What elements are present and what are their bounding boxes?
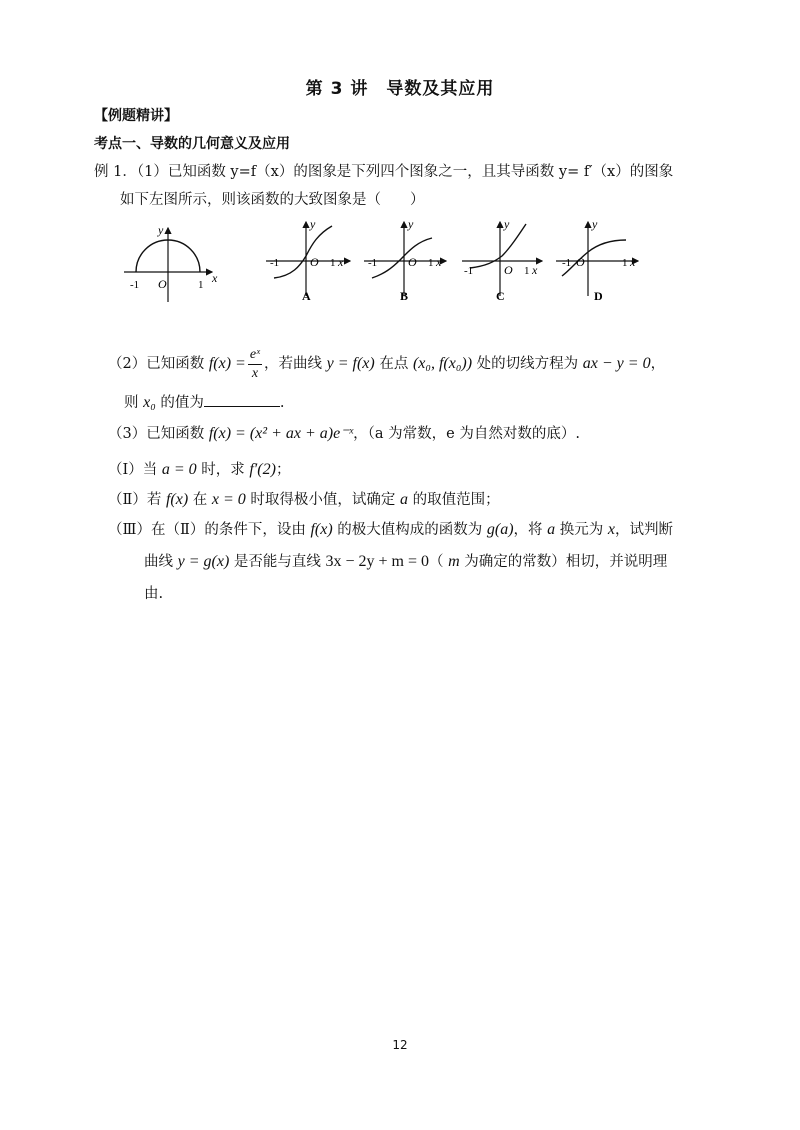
tangent-equation: ax − y = 0 (582, 355, 651, 372)
text-segment: 时取得极小值，试确定 (245, 492, 401, 508)
line-equation: 3x − 2y + m = 0 (325, 553, 429, 570)
option-a-label: A (302, 289, 311, 303)
y-label: y (310, 217, 316, 231)
m-symbol: m (448, 553, 460, 570)
one-label: 1 (198, 279, 204, 291)
a-symbol: a (400, 491, 409, 508)
option-b-label: B (400, 289, 409, 303)
example-label: 例 1． (94, 164, 137, 180)
text-segment: ， (650, 356, 666, 372)
curve (274, 226, 332, 278)
text-segment: ； (275, 462, 291, 478)
option-c-label: C (496, 289, 505, 303)
page-number: 12 (392, 1038, 408, 1052)
option-d-graph (556, 217, 638, 303)
origin-label: O (576, 255, 585, 269)
text-segment: 处的切线方程为 (472, 356, 583, 372)
x-label: x (436, 255, 442, 269)
option-a-graph (266, 217, 350, 303)
text-segment: （Ⅰ）当 (108, 462, 162, 478)
text-segment: 在 (188, 492, 212, 508)
neg-one-label: -1 (562, 257, 572, 269)
derivative-graph (124, 223, 218, 302)
text-segment: 则 (124, 395, 144, 411)
question-ii-line (108, 490, 500, 510)
text-segment: 在点 (374, 356, 413, 372)
a-symbol: a (547, 521, 556, 538)
x-label: x (532, 263, 538, 277)
point-expression: (x₀, f(x₀)) (412, 355, 473, 372)
y-label: y (408, 217, 414, 231)
derivative-expression: f′(2) (249, 461, 276, 478)
g-of-a: g(a) (486, 521, 514, 538)
function-symbol: f(x) (165, 491, 189, 508)
neg-one-label: -1 (130, 279, 140, 291)
function-symbol: f(x) (310, 521, 333, 538)
text-segment: （Ⅲ）在（Ⅱ）的条件下，设由 (108, 522, 311, 538)
text-segment: . (279, 395, 285, 411)
problem-2-line-1 (108, 344, 665, 384)
curve-expression: y = f(x) (326, 355, 375, 372)
text-segment: 是否能与直线 (229, 554, 326, 570)
problem-3-line (108, 424, 580, 444)
curve-expression: y = g(x) (177, 553, 230, 570)
neg-one-label: -1 (464, 265, 474, 277)
x-symbol: x (607, 521, 615, 538)
origin-label: O (504, 263, 513, 277)
y-label: y (158, 223, 164, 237)
text-segment: 换元为 (555, 522, 608, 538)
option-c-graph (462, 217, 542, 303)
origin-label: O (310, 255, 319, 269)
section-header: 【例题精讲】 (94, 108, 178, 124)
y-label: y (504, 217, 510, 231)
fraction-numerator: eˣ (248, 346, 262, 365)
question-iii-line-2 (144, 552, 667, 572)
text-segment: 为确定的常数）相切，并说明理 (459, 554, 668, 570)
text-segment: ，若曲线 (264, 356, 327, 372)
x-condition: x = 0 (211, 491, 246, 508)
curve (562, 240, 626, 276)
text-segment: 的极大值构成的函数为 (332, 522, 487, 538)
x-label: x (630, 255, 636, 269)
text-segment: ，（a 为常数，e 为自然对数的底）. (353, 426, 580, 442)
option-b-graph (364, 217, 446, 303)
text-segment: 时，求 (196, 462, 250, 478)
text-segment: （ (429, 554, 449, 570)
x0-symbol: x₀ (143, 394, 156, 411)
page-title: 第 3 讲 导数及其应用 (305, 79, 495, 99)
function-expression: f(x) = (x² + ax + a)e⁻ˣ (208, 425, 354, 442)
text-segment: ，将 (513, 522, 548, 538)
text-segment: ，试判断 (614, 522, 673, 538)
problem-1-text: （1）已知函数 y=f（x）的图象是下列四个图象之一，且其导函数 y= f′（x）的图象 (136, 164, 674, 180)
problem-2-line-2 (124, 392, 285, 413)
function-fx: f(x) = (208, 355, 246, 372)
problem-2-intro: （2）已知函数 (108, 356, 209, 372)
x-label: x (212, 271, 218, 285)
one-label: 1 (330, 257, 336, 269)
text-segment: 的值为 (155, 395, 204, 411)
text-segment: 的取值范围； (408, 492, 500, 508)
problem-1-text-line-2: 如下左图所示，则该函数的大致图象是（ ） (120, 192, 425, 208)
question-iii-line-1 (108, 520, 673, 540)
one-label: 1 (428, 257, 434, 269)
origin-label: O (158, 277, 167, 291)
x-label: x (338, 255, 344, 269)
answer-blank[interactable] (204, 392, 280, 407)
example-1-line-1 (94, 162, 673, 182)
one-label: 1 (622, 257, 628, 269)
one-label: 1 (524, 265, 530, 277)
option-d-label: D (594, 289, 603, 303)
text-segment: （Ⅱ）若 (108, 492, 166, 508)
neg-one-label: -1 (368, 257, 378, 269)
curve (372, 238, 432, 278)
question-i-line (108, 460, 290, 480)
origin-label: O (408, 255, 417, 269)
neg-one-label: -1 (270, 257, 280, 269)
topic-heading: 考点一、导数的几何意义及应用 (94, 136, 290, 152)
fraction-denominator: x (251, 365, 259, 381)
problem-3-intro: （3）已知函数 (108, 426, 209, 442)
fraction-e-x-over-x (248, 346, 262, 383)
graphs-row (0, 216, 800, 326)
y-label: y (592, 217, 598, 231)
text-segment: 曲线 (144, 554, 178, 570)
condition-expression: a = 0 (161, 461, 197, 478)
question-iii-line-3: 由. (144, 586, 164, 602)
